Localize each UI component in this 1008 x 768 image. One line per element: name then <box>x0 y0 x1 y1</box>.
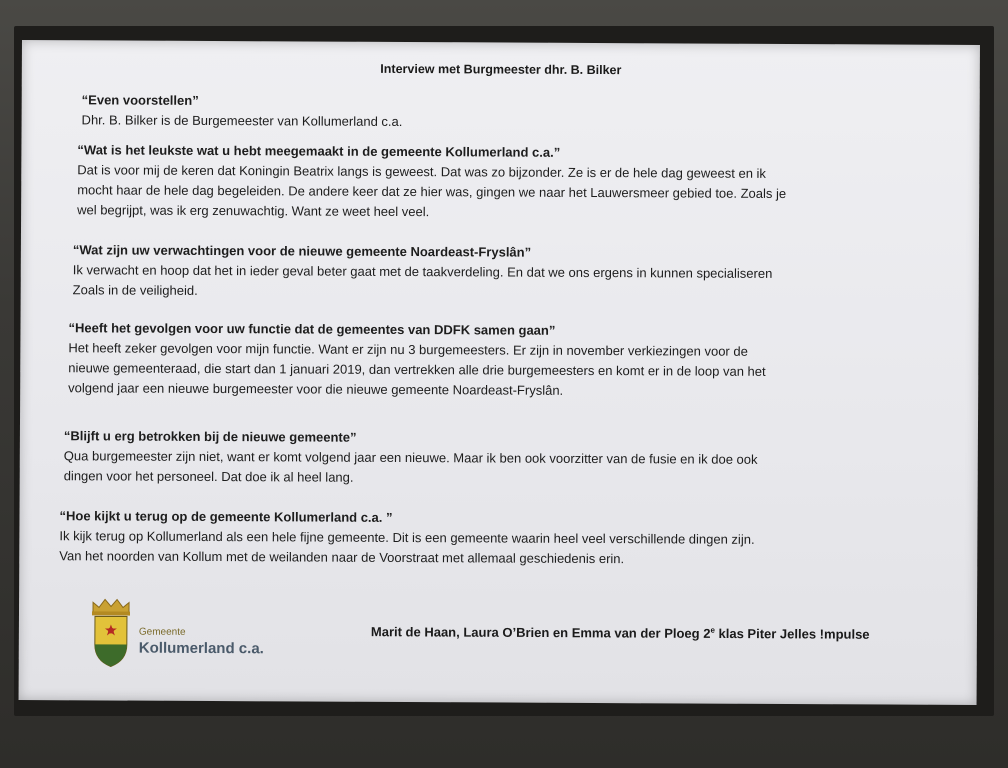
answer-2-line-2: mocht haar de hele dag begeleiden. De andere keer dat ze hier was, gingen we naar het Lauwersmeer gebied toe. Zoals je <box>77 182 787 202</box>
answer-4-line-3: volgend jaar een nieuwe burgemeester voor die nieuwe gemeente Noardeast-Fryslân. <box>68 380 564 398</box>
answer-1-line-1: Dhr. B. Bilker is de Burgemeester van Kollumerland c.a. <box>81 112 403 129</box>
municipality-logo <box>87 596 327 667</box>
question-6: “Hoe kijkt u terug op de gemeente Kollumerland c.a. ” <box>59 508 393 525</box>
printed-sheet <box>19 40 980 705</box>
question-1: “Even voorstellen” <box>81 92 199 108</box>
question-4: “Heeft het gevolgen voor uw functie dat de gemeentes van DDFK samen gaan” <box>68 320 556 338</box>
answer-6-line-1: Ik kijk terug op Kollumerland als een hele fijne gemeente. Dit is een gemeente waarin heel veel verschillende dingen zijn. <box>59 528 755 547</box>
logo-label-small: Gemeente <box>138 626 186 638</box>
question-5: “Blijft u erg betrokken bij de nieuwe gemeente” <box>63 428 357 445</box>
section-3 <box>73 240 971 305</box>
answer-2-line-1: Dat is voor mij de keren dat Koningin Beatrix langs is geweest. Dat was zo bijzonder. Ze is er de hele dag geweest en ik <box>77 162 767 181</box>
answer-2-line-3: wel begrijpt, was ik erg zenuwachtig. Want ze weet heel veel. <box>77 202 430 220</box>
answer-5-line-1: Qua burgemeester zijn niet, want er komt volgend jaar een nieuwe. Maar ik ben ook voorzitter van de fusie en ik doe ook <box>63 448 758 467</box>
credits-class: klas Piter Jelles !mpulse <box>714 625 870 642</box>
answer-5-line-2: dingen voor het personeel. Dat doe ik al heel lang. <box>63 468 354 485</box>
section-4 <box>68 318 970 403</box>
question-2: “Wat is het leukste wat u hebt meegemaakt in de gemeente Kollumerland c.a.” <box>77 142 561 160</box>
section-2 <box>77 140 971 225</box>
answer-4-line-1: Het heeft zeker gevolgen voor mijn functie. Want er zijn nu 3 burgemeesters. Er zijn in november verkiezingen voor de <box>68 340 748 359</box>
section-6 <box>59 506 969 571</box>
interview-title: Interview met Burgmeester dhr. B. Bilker <box>380 61 622 78</box>
logo-label-big: Kollumerland c.a. <box>138 639 264 658</box>
answer-6-line-2: Van het noorden van Kollum met de weilanden naar de Voorstraat met allemaal geschiedenis erin. <box>59 548 625 567</box>
section-5 <box>64 426 970 491</box>
credits-text: Marit de Haan, Laura O’Brien en Emma van der Ploeg 2 <box>370 624 711 641</box>
answer-3-line-2: Zoals in de veiligheid. <box>72 282 198 298</box>
answer-3-line-1: Ik verwacht en hoop dat het in ieder geval beter gaat met de taakverdeling. En dat we ons ergens in kunnen specialiseren <box>72 262 773 281</box>
answer-4-line-2: nieuwe gemeenteraad, die start dan 1 januari 2019, dan vertrekken alle drie burgemeesters en komt er in de loop van het <box>68 360 766 379</box>
credits-line <box>371 624 870 642</box>
question-3: “Wat zijn uw verwachtingen voor de nieuwe gemeente Noardeast-Fryslân” <box>72 242 532 260</box>
section-1 <box>82 90 972 135</box>
coat-of-arms-icon <box>87 596 135 668</box>
credits-superscript: e <box>710 625 715 635</box>
